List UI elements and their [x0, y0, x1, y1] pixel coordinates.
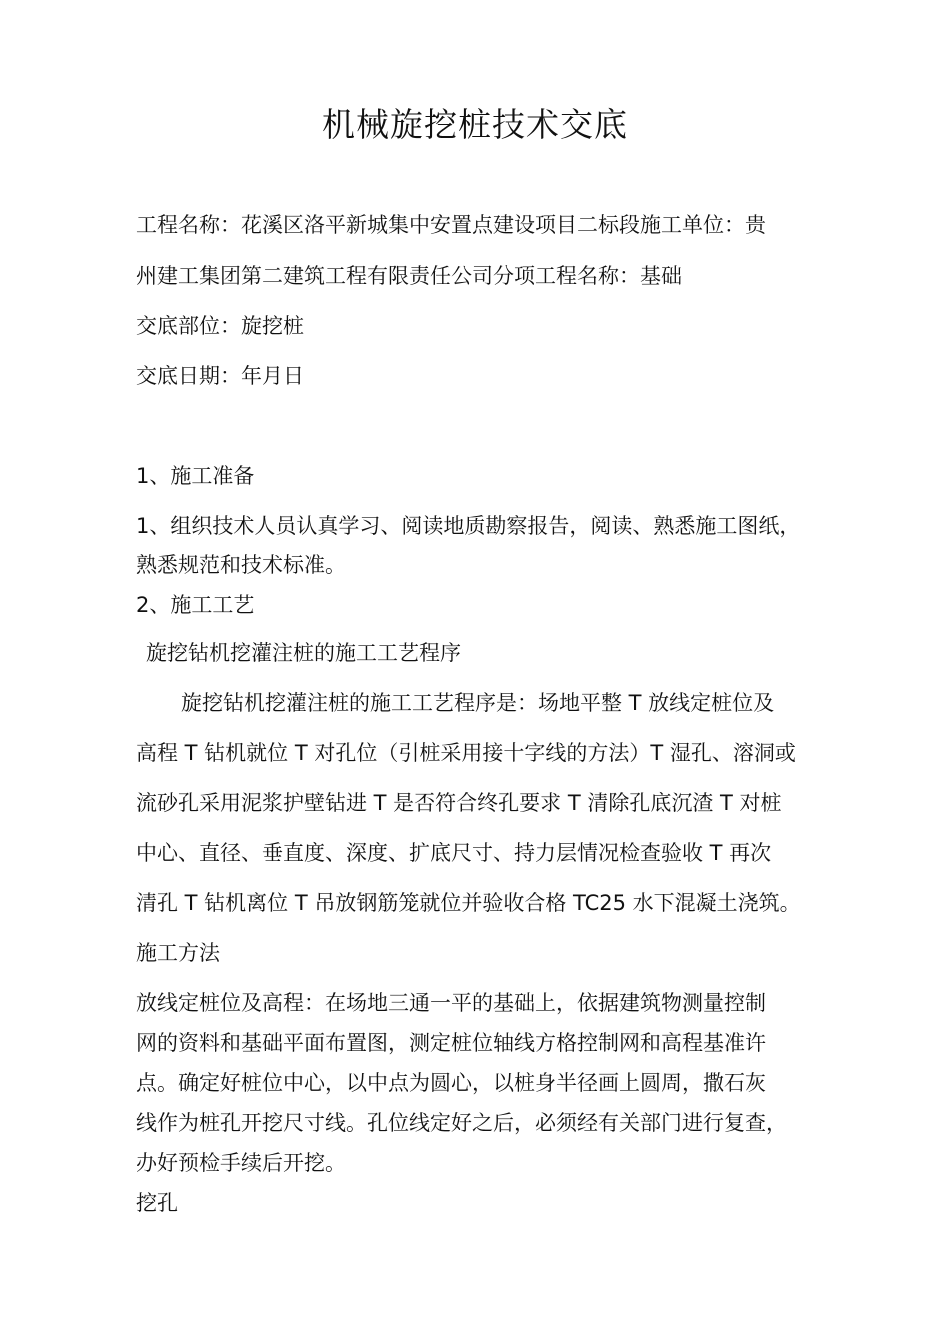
process-paragraph-line: 旋挖钻机挖灌注桩的施工工艺程序是：场地平整 T 放线定桩位及 — [181, 691, 775, 715]
section-1-heading: 1、施工准备 — [136, 464, 255, 488]
method-paragraph-line: 办好预检手续后开挖。 — [136, 1151, 346, 1175]
process-paragraph-line: 流砂孔采用泥浆护壁钻进 T 是否符合终孔要求 T 清除孔底沉渣 T 对桩 — [136, 791, 782, 815]
process-paragraph-line: 中心、直径、垂直度、深度、扩底尺寸、持力层情况检查验收 T 再次 — [136, 841, 772, 865]
dig-heading: 挖孔 — [136, 1191, 178, 1215]
handover-position: 交底部位：旋挖桩 — [136, 314, 304, 338]
section-1-item-line-1: 1、组织技术人员认真学习、阅读地质勘察报告，阅读、熟悉施工图纸， — [136, 514, 801, 538]
process-paragraph-line: 清孔 T 钻机离位 T 吊放钢筋笼就位并验收合格 TC25 水下混凝土浇筑。 — [136, 891, 801, 915]
section-2-heading: 2、施工工艺 — [136, 593, 255, 617]
project-info-line-2: 州建工集团第二建筑工程有限责任公司分项工程名称：基础 — [136, 264, 682, 288]
section-1-item-line-2: 熟悉规范和技术标准。 — [136, 553, 346, 577]
section-2-subheading: 旋挖钻机挖灌注桩的施工工艺程序 — [146, 641, 461, 665]
method-paragraph-line: 放线定桩位及高程：在场地三通一平的基础上，依据建筑物测量控制 — [136, 991, 766, 1015]
process-paragraph-line: 高程 T 钻机就位 T 对孔位（引桩采用接十字线的方法）T 湿孔、溶洞或 — [136, 741, 796, 765]
handover-date: 交底日期：年月日 — [136, 364, 304, 388]
document-title: 机械旋挖桩技术交底 — [322, 105, 628, 144]
method-paragraph-line: 网的资料和基础平面布置图，测定桩位轴线方格控制网和高程基准许 — [136, 1031, 766, 1055]
method-paragraph-line: 线作为桩孔开挖尺寸线。孔位线定好之后，必须经有关部门进行复查， — [136, 1111, 787, 1135]
method-heading: 施工方法 — [136, 941, 220, 965]
project-info-line-1: 工程名称：花溪区洛平新城集中安置点建设项目二标段施工单位：贵 — [136, 213, 766, 237]
method-paragraph-line: 点。确定好桩位中心，以中点为圆心，以桩身半径画上圆周，撒石灰 — [136, 1071, 766, 1095]
